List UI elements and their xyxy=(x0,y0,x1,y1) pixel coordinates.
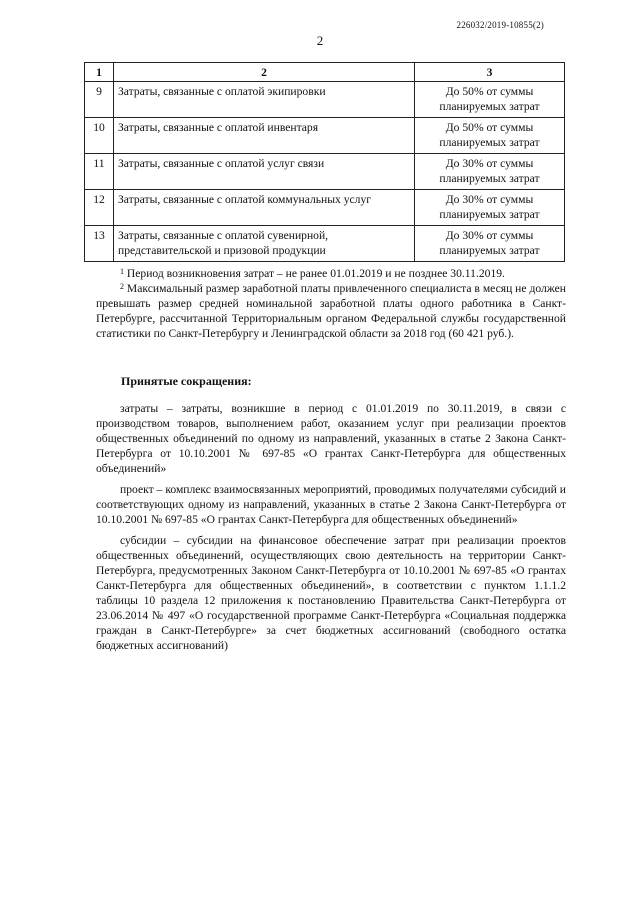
definition-paragraph: субсидии – субсидии на финансовое обеспечение затрат при реализации проектов общественных объединений, осуществляющих свою деятельность на территории Санкт-Петербурга, предусмотренных Законом Санкт-Петербурга от 10.10.2001 № 697-85 «О грантах Санкт-Петербурга для общественных объединений», в соответствии с пунктом 1.1.1.2 таблицы 10 раздела 12 приложения к постановлению Правительства Санкт-Петербурга от 23.06.2014 № 497 «О государственной программе Санкт-Петербурга «Социальная поддержка граждан в Санкт-Петербурге» за счет бюджетных ассигнований (свободного остатка бюджетных ассигнований) xyxy=(96,534,566,652)
table-row xyxy=(85,82,565,118)
table-row xyxy=(85,226,565,262)
row-number: 13 xyxy=(85,226,114,262)
row-number: 10 xyxy=(85,118,114,154)
footnotes xyxy=(96,266,566,341)
cost-limit: До 50% от суммы планируемых затрат xyxy=(415,82,565,118)
footnote-mark: 1 xyxy=(120,267,124,276)
cost-name: Затраты, связанные с оплатой коммунальных услуг xyxy=(114,190,415,226)
table-row xyxy=(85,118,565,154)
cost-name: Затраты, связанные с оплатой сувенирной, представительской и призовой продукции xyxy=(114,226,415,262)
footnote-text: Период возникновения затрат – не ранее 01.01.2019 и не позднее 30.11.2019. xyxy=(126,267,505,280)
column-header-1: 1 xyxy=(85,63,114,82)
footnote-mark: 2 xyxy=(120,282,124,291)
cost-limit: До 50% от суммы планируемых затрат xyxy=(415,118,565,154)
cost-limit: До 30% от суммы планируемых затрат xyxy=(415,190,565,226)
page-number: 2 xyxy=(316,33,324,48)
cost-name: Затраты, связанные с оплатой экипировки xyxy=(114,82,415,118)
cost-limit: До 30% от суммы планируемых затрат xyxy=(415,154,565,190)
column-header-2: 2 xyxy=(114,63,415,82)
table-row xyxy=(85,154,565,190)
row-number: 9 xyxy=(85,82,114,118)
costs-table xyxy=(84,62,565,262)
row-number: 12 xyxy=(85,190,114,226)
cost-name: Затраты, связанные с оплатой инвентаря xyxy=(114,118,415,154)
abbreviations-list xyxy=(96,401,566,659)
column-header-3: 3 xyxy=(415,63,565,82)
table-row xyxy=(85,190,565,226)
definition-paragraph: затраты – затраты, возникшие в период с 01.01.2019 по 30.11.2019, в связи с производством товаров, выполнением работ, оказанием услуг при реализации проектов общественных объединений по одному из направлений, указанных в статье 2 Закона Санкт-Петербурга от 10.10.2001 № 697-85 «О грантах Санкт-Петербурга для общественных объединений» xyxy=(96,402,566,475)
document-id: 226032/2019-10855(2) xyxy=(456,20,544,30)
row-number: 11 xyxy=(85,154,114,190)
cost-limit: До 30% от суммы планируемых затрат xyxy=(415,226,565,262)
definition-paragraph: проект – комплекс взаимосвязанных мероприятий, проводимых получателями субсидий и соответствующих одному из направлений, указанных в статье 2 Закона Санкт-Петербурга от 10.10.2001 № 697-85 «О грантах Санкт-Петербурга для общественных объединений» xyxy=(96,483,566,526)
footnote xyxy=(96,281,566,341)
footnote-text: Максимальный размер заработной платы привлеченного специалиста в месяц не должен превышать размер средней номинальной заработной платы одного работника в Санкт-Петербурге, рассчитанной Территориальным органом Федеральной службы государственной статистики по Санкт-Петербургу и Ленинградской области за 2018 год (60 421 руб.). xyxy=(96,282,566,340)
table-header-row xyxy=(85,63,565,82)
footnote xyxy=(96,266,566,281)
cost-name: Затраты, связанные с оплатой услуг связи xyxy=(114,154,415,190)
abbreviations-heading: Принятые сокращения: xyxy=(121,374,252,388)
